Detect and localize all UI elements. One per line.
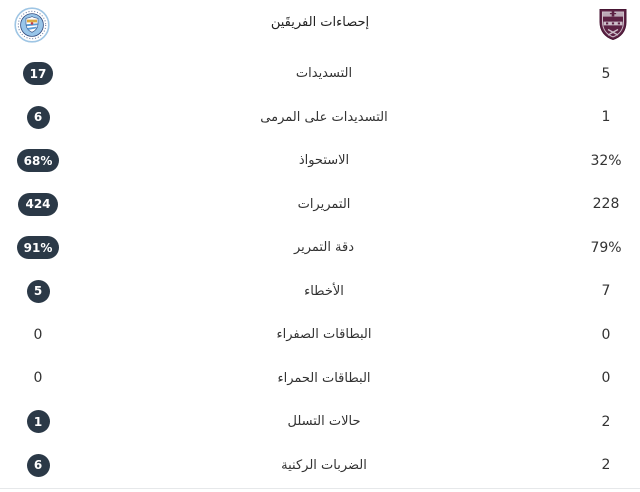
stat-value-left: 424 [18, 193, 57, 216]
stat-label: التسديدات على المرمى [260, 109, 388, 125]
stats-header [0, 0, 640, 52]
stat-value-left: 6 [27, 106, 50, 129]
stat-row [0, 444, 640, 488]
burnley-badge-icon [598, 8, 628, 41]
stat-label: البطاقات الحمراء [277, 370, 371, 386]
stat-value-right: 5 [601, 65, 611, 82]
stat-label: دقة التمرير [293, 240, 355, 256]
stat-label: الأخطاء [304, 283, 344, 299]
stats-list [0, 52, 640, 487]
stat-value-left: 1 [27, 410, 50, 433]
stat-row [0, 139, 640, 183]
stat-value-right: 79% [590, 239, 622, 256]
stat-value-right: 1 [601, 109, 611, 126]
stat-label: البطاقات الصفراء [276, 327, 372, 343]
stat-label: التسديدات [295, 66, 353, 82]
stat-value-right: 2 [601, 457, 611, 474]
stat-row [0, 270, 640, 314]
stat-row [0, 400, 640, 444]
stats-title: إحصاءات الفريقَين [270, 15, 370, 30]
stat-row [0, 357, 640, 401]
stat-value-right: 2 [601, 413, 611, 430]
stat-row [0, 96, 640, 140]
bottom-divider [0, 488, 640, 489]
stat-value-left: 0 [33, 326, 43, 343]
stat-value-right: 0 [601, 370, 611, 387]
stat-value-right: 0 [601, 326, 611, 343]
stat-row [0, 226, 640, 270]
stat-value-left: 5 [27, 280, 50, 303]
stat-label: الضربات الركنية [281, 457, 367, 473]
stat-value-right: 228 [592, 196, 620, 213]
stat-value-left: 17 [23, 62, 54, 85]
stat-value-right: 7 [601, 283, 611, 300]
stat-value-left: 6 [27, 454, 50, 477]
stat-value-left: 68% [17, 149, 60, 172]
stat-label: الاستحواذ [298, 153, 350, 169]
stat-value-left: 0 [33, 370, 43, 387]
stat-value-right: 32% [590, 152, 622, 169]
stat-row [0, 313, 640, 357]
stat-label: التمريرات [297, 196, 351, 212]
stat-row [0, 183, 640, 227]
stat-label: حالات التسلل [287, 414, 361, 430]
stat-value-left: 91% [17, 236, 60, 259]
stat-row [0, 52, 640, 96]
